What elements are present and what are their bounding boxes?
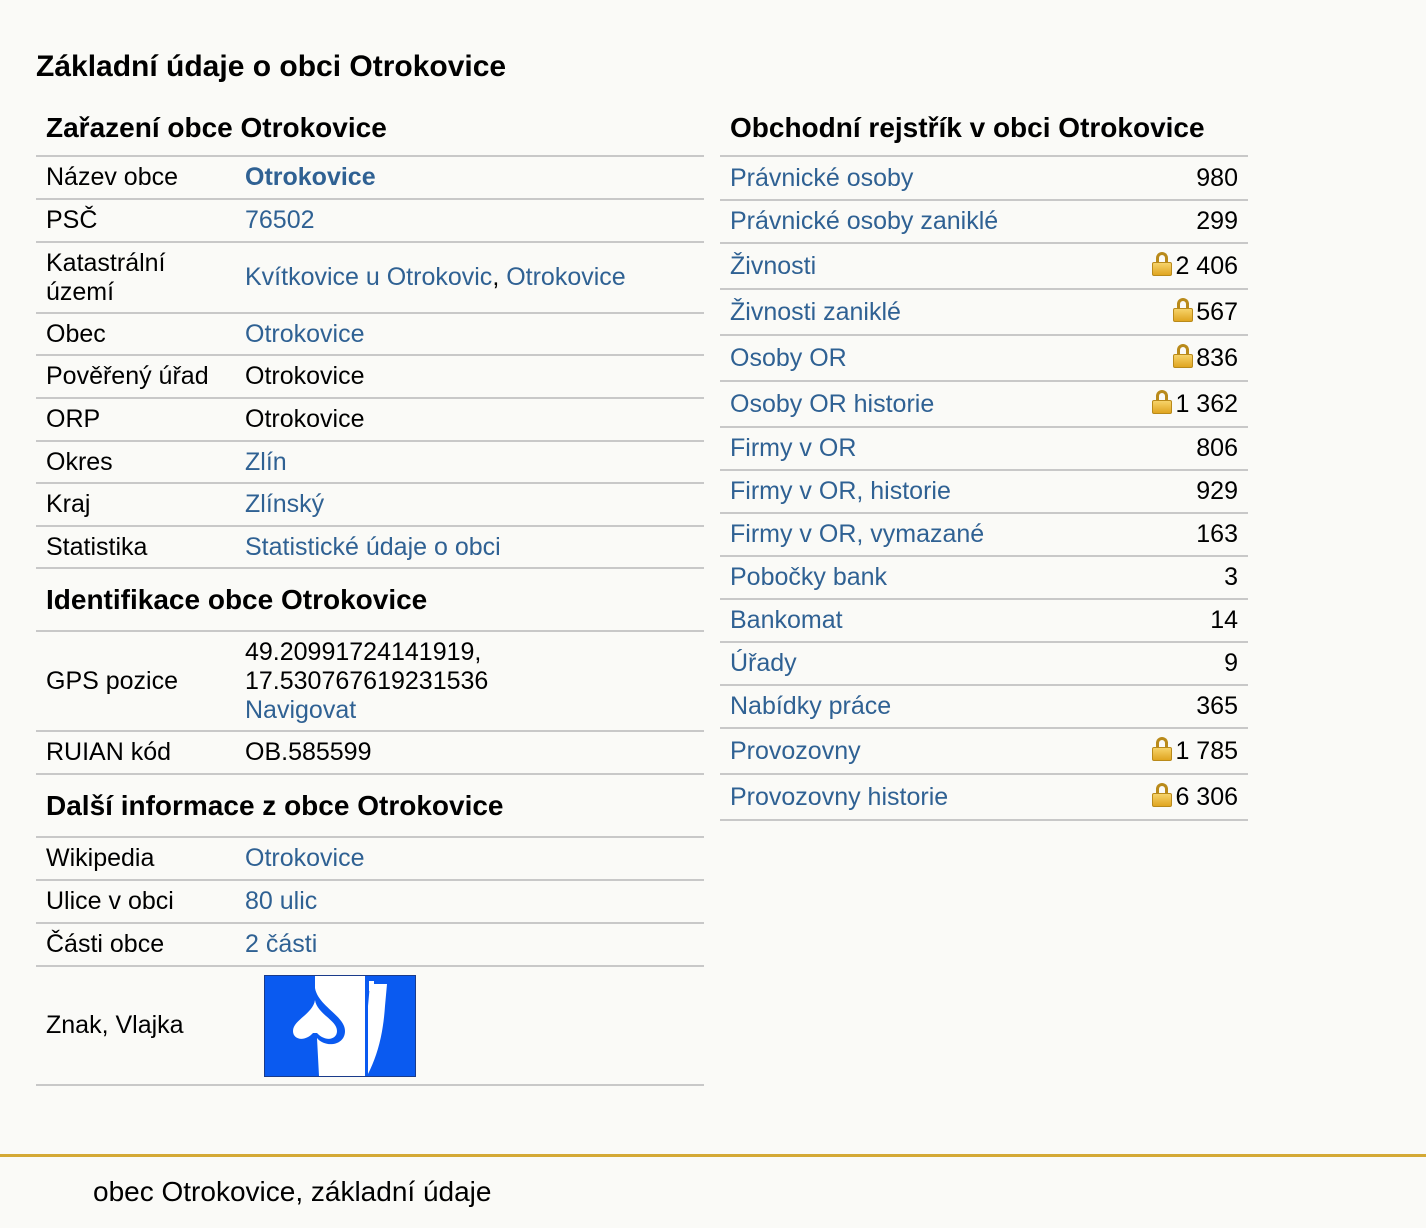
table-row <box>720 599 1248 642</box>
wikipedia-link[interactable]: Otrokovice <box>245 844 365 872</box>
katastr-link-kvitkovice[interactable]: Kvítkovice u Otrokovic <box>245 263 493 291</box>
row-label: Kraj <box>36 483 235 526</box>
stat-label-link[interactable]: Firmy v OR, vymazané <box>730 520 985 548</box>
row-label: RUIAN kód <box>36 731 235 774</box>
zarazeni-table <box>36 157 704 569</box>
table-row <box>720 642 1248 685</box>
stat-label-link[interactable]: Živnosti <box>730 251 817 280</box>
table-row <box>720 728 1248 774</box>
table-row <box>36 632 704 731</box>
okres-link[interactable]: Zlín <box>245 447 287 476</box>
table-row <box>36 838 704 880</box>
table-row <box>36 157 704 199</box>
row-label: Název obce <box>36 157 235 199</box>
dalsi-table <box>36 838 704 1086</box>
row-label: Obec <box>36 313 235 355</box>
stat-value: 929 <box>1196 477 1238 505</box>
table-row <box>720 381 1248 427</box>
katastr-separator: , <box>492 263 507 291</box>
table-row <box>720 243 1248 289</box>
statistika-link[interactable]: Statistické údaje o obci <box>245 532 501 561</box>
casti-link[interactable]: 2 části <box>245 930 318 958</box>
kraj-link[interactable]: Zlínský <box>245 490 325 518</box>
table-row <box>36 355 704 398</box>
stat-value: 6 306 <box>1175 782 1238 811</box>
lock-icon <box>1152 390 1172 414</box>
obec-link[interactable]: Otrokovice <box>245 319 365 348</box>
table-row <box>36 923 704 966</box>
table-row <box>720 335 1248 381</box>
stat-label-link[interactable]: Firmy v OR <box>730 434 857 462</box>
table-row <box>36 526 704 568</box>
right-column <box>720 100 1248 821</box>
poverovany-value: Otrokovice <box>235 355 704 398</box>
table-row <box>36 966 704 1085</box>
stat-value: 567 <box>1196 297 1238 326</box>
lock-icon <box>1173 298 1193 322</box>
table-row <box>36 731 704 774</box>
stat-label-link[interactable]: Úřady <box>730 649 797 677</box>
table-row <box>36 199 704 242</box>
stat-value: 9 <box>1224 649 1238 677</box>
table-row <box>720 774 1248 820</box>
stat-label-link[interactable]: Právnické osoby <box>730 163 914 192</box>
section-heading-obchodni: Obchodní rejstřík v obci Otrokovice <box>720 100 1248 157</box>
row-label: Pověřený úřad <box>36 355 235 398</box>
table-row <box>720 427 1248 470</box>
katastr-link-otrokovice[interactable]: Otrokovice <box>506 263 626 291</box>
stat-value: 299 <box>1196 207 1238 235</box>
coat-of-arms-flag[interactable] <box>264 975 416 1077</box>
identifikace-table <box>36 632 704 775</box>
left-column <box>36 100 704 1086</box>
gps-latitude: 49.20991724141919, <box>245 637 482 666</box>
table-row <box>36 880 704 923</box>
footer-text: obec Otrokovice, základní údaje <box>93 1176 492 1207</box>
psc-link[interactable]: 76502 <box>245 206 315 234</box>
stat-value: 1 785 <box>1175 736 1238 765</box>
section-heading-dalsi: Další informace z obce Otrokovice <box>36 775 704 838</box>
nazev-obce-link[interactable]: Otrokovice <box>245 163 376 191</box>
stat-value: 980 <box>1196 163 1238 192</box>
stat-label-link[interactable]: Nabídky práce <box>730 692 892 720</box>
table-row <box>36 313 704 355</box>
footer <box>0 1154 1426 1228</box>
row-label: Znak, Vlajka <box>36 966 235 1085</box>
row-label: Statistika <box>36 526 235 568</box>
table-row <box>720 157 1248 200</box>
stat-label-link[interactable]: Živnosti zaniklé <box>730 297 901 326</box>
lock-icon <box>1152 783 1172 807</box>
table-row <box>720 556 1248 599</box>
section-heading-zarazeni: Zařazení obce Otrokovice <box>36 100 704 157</box>
orp-value: Otrokovice <box>235 398 704 441</box>
table-row <box>36 398 704 441</box>
row-label: Části obce <box>36 923 235 966</box>
stat-label-link[interactable]: Právnické osoby zaniklé <box>730 207 999 235</box>
table-row <box>36 441 704 483</box>
stat-value: 163 <box>1196 520 1238 548</box>
row-label: Ulice v obci <box>36 880 235 923</box>
stat-label-link[interactable]: Osoby OR historie <box>730 389 935 418</box>
stat-value: 365 <box>1196 692 1238 720</box>
stat-label-link[interactable]: Firmy v OR, historie <box>730 477 951 505</box>
stat-label-link[interactable]: Provozovny historie <box>730 782 949 811</box>
lock-icon <box>1152 737 1172 761</box>
row-label: PSČ <box>36 199 235 242</box>
table-row <box>720 513 1248 556</box>
table-row <box>720 289 1248 335</box>
stat-value: 14 <box>1210 606 1238 634</box>
row-label: Katastrální území <box>36 242 235 313</box>
lock-icon <box>1173 344 1193 368</box>
stat-value: 806 <box>1196 434 1238 462</box>
table-row <box>36 242 704 313</box>
stat-label-link[interactable]: Osoby OR <box>730 343 847 372</box>
row-label: ORP <box>36 398 235 441</box>
table-row <box>36 483 704 526</box>
ulice-link[interactable]: 80 ulic <box>245 887 318 915</box>
stat-label-link[interactable]: Provozovny <box>730 736 861 765</box>
stat-value: 836 <box>1196 343 1238 372</box>
stat-value: 2 406 <box>1175 251 1238 280</box>
stat-value: 3 <box>1224 563 1238 591</box>
page-title: Základní údaje o obci Otrokovice <box>36 50 507 83</box>
navigovat-link[interactable]: Navigovat <box>245 695 357 724</box>
stat-label-link[interactable]: Pobočky bank <box>730 563 888 591</box>
ruian-value: OB.585599 <box>235 731 704 774</box>
row-label: Okres <box>36 441 235 483</box>
stat-value: 1 362 <box>1175 389 1238 418</box>
table-row <box>720 200 1248 243</box>
row-label: Wikipedia <box>36 838 235 880</box>
obchodni-table <box>720 157 1248 821</box>
lock-icon <box>1152 252 1172 276</box>
stat-label-link[interactable]: Bankomat <box>730 606 843 634</box>
gps-longitude: 17.530767619231536 <box>245 666 489 695</box>
row-label: GPS pozice <box>36 632 235 731</box>
section-heading-identifikace: Identifikace obce Otrokovice <box>36 569 704 632</box>
table-row <box>720 685 1248 728</box>
table-row <box>720 470 1248 513</box>
